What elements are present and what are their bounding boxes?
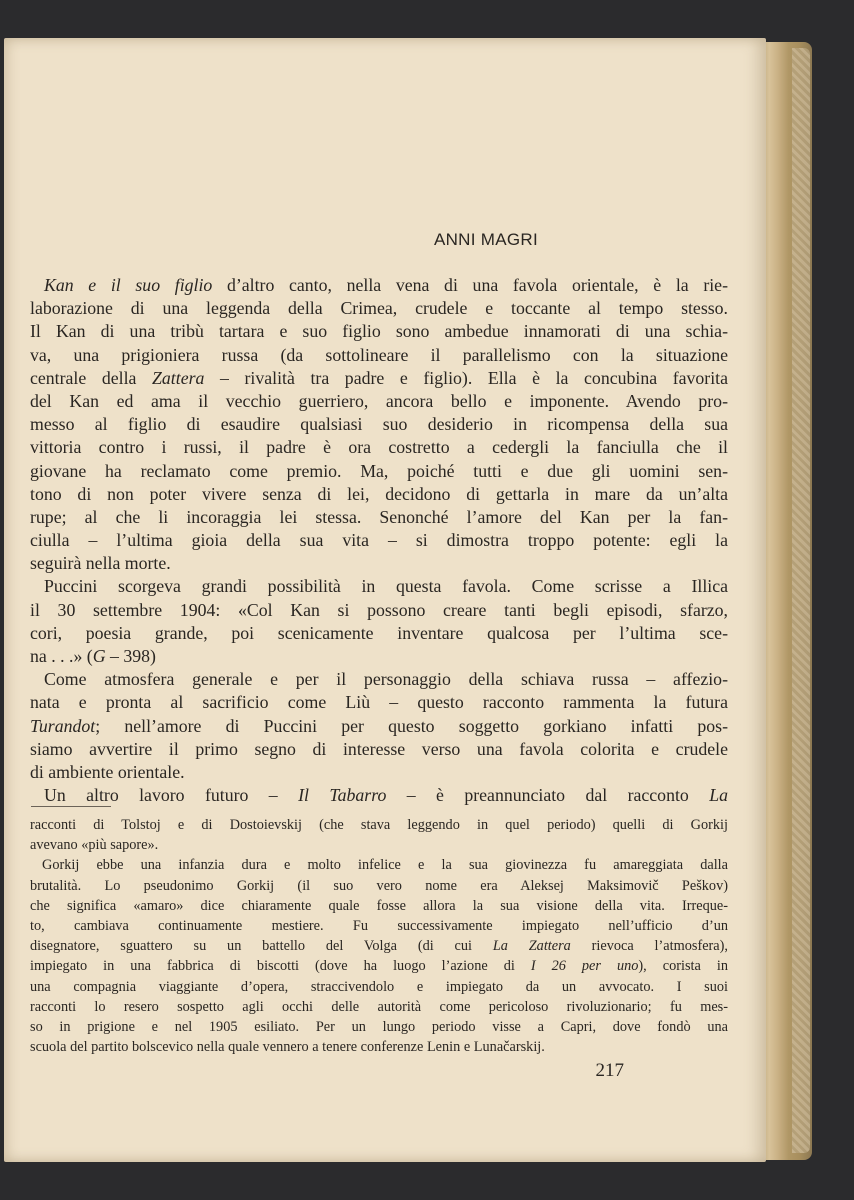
body-line: Puccini scorgeva grandi possibilità in questa favola. Come scrisse a Illica (44, 576, 728, 597)
body-line: cori, poesia grande, poi scenicamente inventare qualcosa per l’ultima sce- (30, 622, 728, 643)
running-head: ANNI MAGRI (433, 230, 538, 249)
body-line: siamo avvertire il primo segno di interesse verso una favola colorita e crudele (30, 738, 728, 759)
body-line: ciulla – l’ultima gioia della sua vita – si dimostra troppo potente: egli la (30, 530, 728, 551)
body-line: nata e pronta al sacrificio come Liù – questo racconto rammenta la futura (30, 692, 728, 713)
body-line: Come atmosfera generale e per il personaggio della schiava russa – affezio- (44, 669, 728, 690)
footnote-line: Gorkij ebbe una infanzia dura e molto infelice e la sua giovinezza fu amareggiata dalla (42, 857, 728, 874)
book-binding (792, 48, 810, 1153)
body-line: il 30 settembre 1904: «Col Kan si possono creare tanti begli episodi, sfarzo, (30, 599, 728, 620)
book-page (4, 38, 766, 1162)
footnote-line: una compagnia viaggiante d’opera, straccivendolo e impiegato da un avvocato. I suoi (30, 978, 728, 995)
body-line: del Kan ed ama il vecchio guerriero, ancora bello e imponente. Avendo pro- (30, 390, 728, 411)
footnote-line: brutalità. Lo pseudonimo Gorkij (il suo vero nome era Aleksej Maksimovič Peškov) (30, 877, 728, 894)
footnote-line: racconti di Tolstoj e di Dostoievskij (che stava leggendo in quel periodo) quelli di Gorkij (30, 817, 728, 833)
body-line: Un altro lavoro futuro – Il Tabarro – è preannunciato dal racconto La (44, 785, 728, 806)
body-text (30, 274, 728, 807)
footnote-line: disegnatore, sguattero su un battello del Volga (di cui La Zattera rievoca l’atmosfera), (30, 938, 728, 955)
page-number: 217 (595, 1060, 624, 1081)
footnote-line: impiegato in una fabbrica di biscotti (dove ha luogo l’azione di I 26 per uno), corista in (30, 958, 728, 975)
body-line: na . . .» (G – 398) (30, 646, 156, 666)
footnote-line: to, cambiava continuamente mestiere. Fu successivamente impiegato nell’ufficio d’un (30, 917, 728, 934)
footnote-line: racconti lo resero sospetto agli occhi delle autorità come pericoloso rivoluzionario; fu mes- (30, 998, 728, 1015)
body-line: centrale della Zattera – rivalità tra padre e figlio). Ella è la concubina favorita (30, 367, 728, 388)
body-line: messo al figlio di esaudire qualsiasi suo desiderio in ricompensa della sua (30, 414, 728, 435)
body-line: di ambiente orientale. (30, 761, 185, 782)
footnotes (30, 815, 728, 1057)
body-line: seguirà nella morte. (30, 553, 171, 574)
body-line: Il Kan di una tribù tartara e suo figlio sono ambedue innamorati di una schia- (30, 321, 728, 342)
footnote-line: avevano «più sapore». (30, 837, 159, 854)
body-line: vittoria contro i russi, il padre è ora costretto a cedergli la fanciulla che il (30, 437, 728, 458)
body-line: Kan e il suo figlio d’altro canto, nella vena di una favola orientale, è la rie- (44, 275, 728, 295)
body-line: Turandot; nell’amore di Puccini per questo soggetto gorkiano infatti pos- (30, 715, 728, 736)
footnote-line: so in prigione e nel 1905 esiliato. Per un lungo periodo visse a Capri, dove fondò una (30, 1018, 728, 1035)
body-line: giovane ha reclamato come premio. Ma, poiché tutti e due gli uomini sen- (30, 460, 728, 481)
footnote-line: scuola del partito bolscevico nella quale vennero a tenere conferenze Lenin e Lunačarskij. (30, 1039, 545, 1056)
body-line: va, una prigioniera russa (da sottolineare il parallelismo con la situazione (30, 344, 728, 365)
footnote-line: che significa «amaro» dice chiaramente quale fosse allora la sua visione della vita. Irreque- (30, 897, 728, 914)
body-line: rupe; al che li incoraggia lei stessa. Senonché l’amore del Kan per la fan- (30, 506, 728, 527)
body-line: laborazione di una leggenda della Crimea, crudele e toccante al tempo stesso. (30, 298, 728, 319)
body-line: tono di non poter vivere senza di lei, decidono di gettarla in mare da un’alta (30, 483, 728, 504)
footnote-rule (31, 806, 111, 807)
